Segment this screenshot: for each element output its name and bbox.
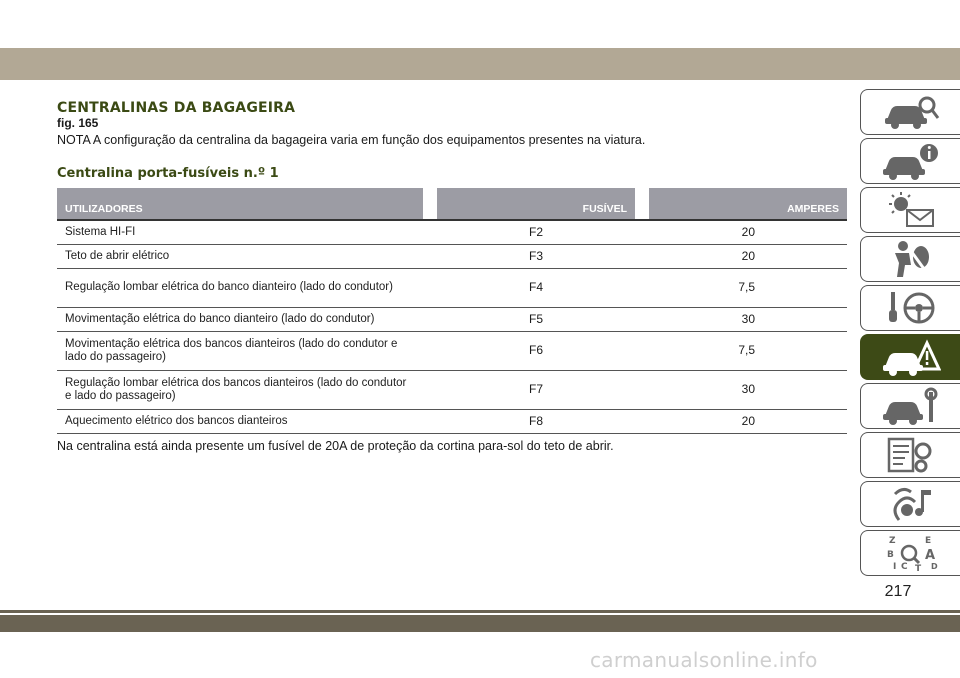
section-title: CENTRALINAS DA BAGAGEIRA xyxy=(57,100,296,116)
svg-text:A: A xyxy=(924,548,935,563)
header-amperes: AMPERES xyxy=(649,188,847,220)
subsection-title: Centralina porta-fusíveis n.º 1 xyxy=(57,166,279,181)
table-row xyxy=(57,331,847,370)
spec-gear-icon xyxy=(881,435,941,475)
tab-safety[interactable] xyxy=(860,236,960,282)
header-users: UTILIZADORES xyxy=(57,188,423,220)
cell-amps: 30 xyxy=(649,307,847,331)
chapter-tabs xyxy=(860,89,960,579)
cell-fuse: F2 xyxy=(423,220,649,244)
cell-fuse: F7 xyxy=(423,370,649,409)
table-row xyxy=(57,409,847,433)
cell-amps: 7,5 xyxy=(649,331,847,370)
tab-instrument-panel[interactable] xyxy=(860,138,960,184)
cell-fuse: F6 xyxy=(423,331,649,370)
table-row xyxy=(57,307,847,331)
cell-user: Regulação lombar elétrica do banco dianteiro (lado do condutor) xyxy=(57,268,423,307)
svg-text:I: I xyxy=(892,562,896,572)
cell-user: Regulação lombar elétrica dos bancos dianteiros (lado do condutor e lado do passageiro) xyxy=(57,370,423,409)
table-row xyxy=(57,244,847,268)
table-row xyxy=(57,268,847,307)
car-wrench-icon xyxy=(881,386,941,426)
svg-text:E: E xyxy=(924,536,931,546)
table-row xyxy=(57,220,847,244)
tab-getting-to-know[interactable] xyxy=(860,89,960,135)
cell-user: Teto de abrir elétrico xyxy=(57,244,423,268)
footer-band xyxy=(0,615,960,632)
cell-fuse: F4 xyxy=(423,268,649,307)
tab-warning-lights[interactable] xyxy=(860,187,960,233)
alphabet-index-icon xyxy=(881,533,941,573)
tab-index[interactable] xyxy=(860,530,960,576)
steering-wheel-icon xyxy=(881,288,941,328)
car-hazard-icon xyxy=(881,337,941,377)
airbag-person-icon xyxy=(881,239,941,279)
note-text: NOTA A configuração da centralina da bagageira varia em função dos equipamentos presentes na viatura. xyxy=(57,133,646,147)
figure-reference: fig. 165 xyxy=(57,116,99,130)
cell-amps: 20 xyxy=(649,244,847,268)
cell-fuse: F5 xyxy=(423,307,649,331)
svg-text:D: D xyxy=(930,562,938,571)
header-fuse: FUSÍVEL xyxy=(437,188,635,220)
car-search-icon xyxy=(881,92,941,132)
fuse-table xyxy=(57,188,847,434)
tab-servicing[interactable] xyxy=(860,383,960,429)
cell-amps: 30 xyxy=(649,370,847,409)
page-content xyxy=(57,100,847,454)
table-header-row xyxy=(57,188,847,220)
cell-user: Sistema HI-FI xyxy=(57,220,423,244)
svg-text:T: T xyxy=(914,564,921,573)
tab-emergency[interactable] xyxy=(860,334,960,380)
svg-text:C: C xyxy=(900,562,908,572)
table-row xyxy=(57,370,847,409)
tab-starting-driving[interactable] xyxy=(860,285,960,331)
audio-media-icon xyxy=(881,484,941,524)
cell-amps: 20 xyxy=(649,220,847,244)
cell-fuse: F8 xyxy=(423,409,649,433)
cell-user: Movimentação elétrica dos bancos dianteiros (lado do condutor e lado do passageiro) xyxy=(57,331,423,370)
car-info-icon xyxy=(881,141,941,181)
footer-note: Na centralina está ainda presente um fusível de 20A de proteção da cortina para-sol do teto de abrir. xyxy=(57,438,614,453)
cell-amps: 7,5 xyxy=(649,268,847,307)
warning-light-mail-icon xyxy=(881,190,941,230)
top-header-band xyxy=(0,48,960,80)
watermark: carmanualsonline.info xyxy=(590,648,818,672)
header-gap xyxy=(423,188,437,220)
cell-user: Movimentação elétrica do banco dianteiro (lado do condutor) xyxy=(57,307,423,331)
page-number: 217 xyxy=(884,583,912,600)
tab-technical-specs[interactable] xyxy=(860,432,960,478)
cell-user: Aquecimento elétrico dos bancos dianteiros xyxy=(57,409,423,433)
svg-text:Z: Z xyxy=(888,536,896,546)
svg-text:B: B xyxy=(886,550,894,560)
cell-fuse: F3 xyxy=(423,244,649,268)
cell-amps: 20 xyxy=(649,409,847,433)
header-gap xyxy=(635,188,649,220)
tab-multimedia[interactable] xyxy=(860,481,960,527)
footer-rule xyxy=(0,610,960,613)
